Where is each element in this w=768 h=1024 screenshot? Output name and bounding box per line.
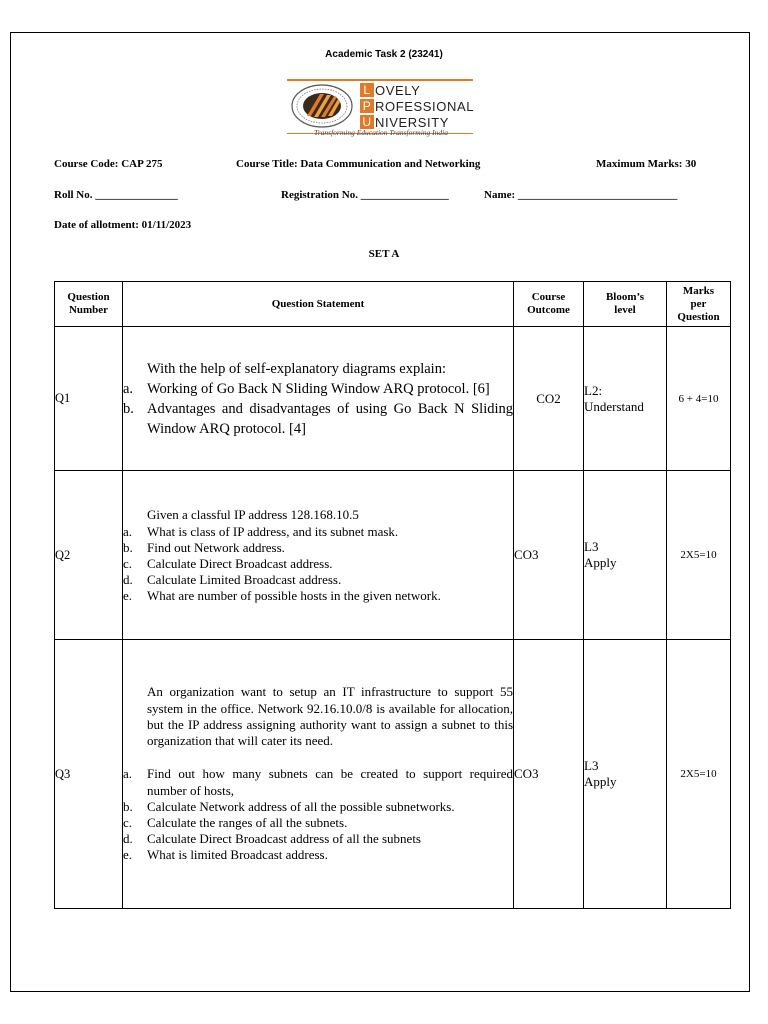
roll-number-field: Roll No. _______________ [54, 189, 178, 201]
subpart-label: b. [123, 798, 133, 814]
header-question-number-line2: Number [68, 304, 109, 316]
question-number: Q1 [55, 327, 123, 471]
course-code: Course Code: CAP 275 [54, 158, 163, 170]
question-subparts [123, 524, 513, 604]
subpart-text: Calculate Network address of all the possible subnetworks. [147, 798, 455, 814]
blooms-level-code: L3 [584, 758, 599, 773]
subpart-text: Calculate Limited Broadcast address. [147, 571, 342, 587]
header-marks-line1: Marks [682, 284, 715, 297]
logo-line-lovely [360, 82, 474, 98]
list-item [123, 556, 513, 572]
logo-initial-u: U [360, 115, 374, 129]
course-outcome: CO2 [514, 327, 584, 471]
subpart-label: e. [123, 587, 133, 603]
question-intro: With the help of self-explanatory diagrams explain: [147, 360, 446, 377]
question-number: Q3 [55, 640, 123, 909]
header-question-statement: Question Statement [123, 282, 514, 327]
subpart-label: d. [123, 571, 133, 587]
date-of-allotment: Date of allotment: 01/11/2023 [54, 219, 192, 231]
university-logo [287, 79, 473, 141]
header-marks-per-question [667, 282, 731, 327]
blooms-level-code: L2: [584, 382, 603, 398]
student-name-field: Name: _____________________________ [484, 189, 678, 201]
list-item [123, 815, 513, 831]
header-course-outcome-line2: Outcome [527, 304, 570, 316]
question-statement [123, 327, 514, 471]
registration-number-field: Registration No. ________________ [281, 189, 449, 201]
question-intro: Given a classful IP address 128.168.10.5 [147, 506, 359, 522]
logo-word-professional: ROFESSIONAL [375, 98, 475, 114]
list-item [123, 831, 513, 847]
course-outcome: CO3 [514, 471, 584, 640]
subpart-text: Calculate Direct Broadcast address of all the subnets [147, 831, 421, 847]
subpart-label: b. [123, 400, 134, 417]
paragraph-spacer [123, 749, 513, 766]
marks-per-question: 2X5=10 [667, 640, 731, 909]
marks-per-question: 6 + 4=10 [667, 327, 731, 471]
header-course-outcome [514, 282, 584, 327]
subpart-text: Calculate Direct Broadcast address. [147, 555, 333, 571]
blooms-level-code: L3 [584, 539, 599, 554]
list-item [123, 540, 513, 556]
list-item [123, 588, 513, 604]
logo-wordmark [360, 82, 474, 130]
table-row [55, 640, 731, 909]
header-course-outcome-line1: Course [531, 291, 566, 303]
logo-word-university: NIVERSITY [375, 114, 450, 130]
blooms-level [584, 471, 667, 640]
subpart-text: What is limited Broadcast address. [147, 847, 328, 863]
subpart-label: a. [123, 380, 134, 397]
blooms-level [584, 640, 667, 909]
subpart-text: Find out how many subnets can be created to support required number of hosts, [147, 766, 513, 798]
subpart-label: b. [123, 539, 133, 555]
list-item [123, 766, 513, 798]
header-question-number [55, 282, 123, 327]
logo-tagline: Transforming Education Transforming India [314, 128, 448, 137]
course-title: Course Title: Data Communication and Networking [236, 158, 481, 170]
list-item [123, 379, 513, 399]
table-header-row [55, 282, 731, 327]
blooms-level-name: Apply [584, 555, 617, 570]
table-row [55, 471, 731, 640]
question-intro: An organization want to setup an IT infrastructure to support 55 system in the office. Network 92.16.10.0/8 is available for allocation, but the IP address assigning authority want to assign a subnet to this organization that will cater its need. [147, 684, 513, 749]
question-statement [123, 640, 514, 909]
question-table [54, 281, 731, 909]
table-row [55, 327, 731, 471]
logo-top-rule [287, 79, 473, 81]
subpart-text: Find out Network address. [147, 539, 285, 555]
subpart-label: e. [123, 847, 133, 863]
logo-initial-l: L [360, 83, 374, 97]
header-question-number-line1: Question [67, 291, 110, 303]
question-statement [123, 471, 514, 640]
blooms-level-name: Understand [584, 398, 644, 414]
subpart-label: a. [123, 766, 133, 782]
header-marks-line2: per [690, 297, 707, 310]
header-marks-line3: Question [677, 310, 720, 323]
question-number: Q2 [55, 471, 123, 640]
maximum-marks: Maximum Marks: 30 [596, 158, 697, 170]
subpart-label: c. [123, 555, 133, 571]
subpart-label: a. [123, 523, 133, 539]
list-item [123, 799, 513, 815]
blooms-level-name: Apply [584, 774, 617, 789]
subpart-text: What are number of possible hosts in the given network. [147, 587, 441, 603]
list-item [123, 572, 513, 588]
question-subparts [123, 379, 513, 439]
list-item [123, 847, 513, 863]
subpart-label: c. [123, 814, 133, 830]
question-subparts [123, 766, 513, 863]
logo-initial-p: P [360, 99, 374, 113]
header-blooms-line2: level [614, 304, 636, 316]
header-blooms-line1: Bloom’s [605, 291, 645, 303]
logo-word-lovely: OVELY [375, 82, 421, 98]
university-seal-icon [290, 83, 354, 129]
subpart-text: Calculate the ranges of all the subnets. [147, 814, 348, 830]
blooms-level [584, 327, 667, 471]
header-blooms-level [584, 282, 667, 327]
list-item [123, 524, 513, 540]
subpart-text: What is class of IP address, and its subnet mask. [147, 523, 399, 539]
course-outcome: CO3 [514, 640, 584, 909]
subpart-label: d. [123, 831, 133, 847]
task-title: Academic Task 2 (23241) [325, 49, 443, 60]
list-item [123, 399, 513, 439]
subpart-text: Working of Go Back N Sliding Window ARQ protocol. [6] [147, 380, 490, 397]
marks-per-question: 2X5=10 [667, 471, 731, 640]
logo-line-professional [360, 98, 474, 114]
set-label: SET A [368, 248, 400, 260]
subpart-text: Advantages and disadvantages of using Go Back N Sliding Window ARQ protocol. [4] [147, 400, 513, 437]
